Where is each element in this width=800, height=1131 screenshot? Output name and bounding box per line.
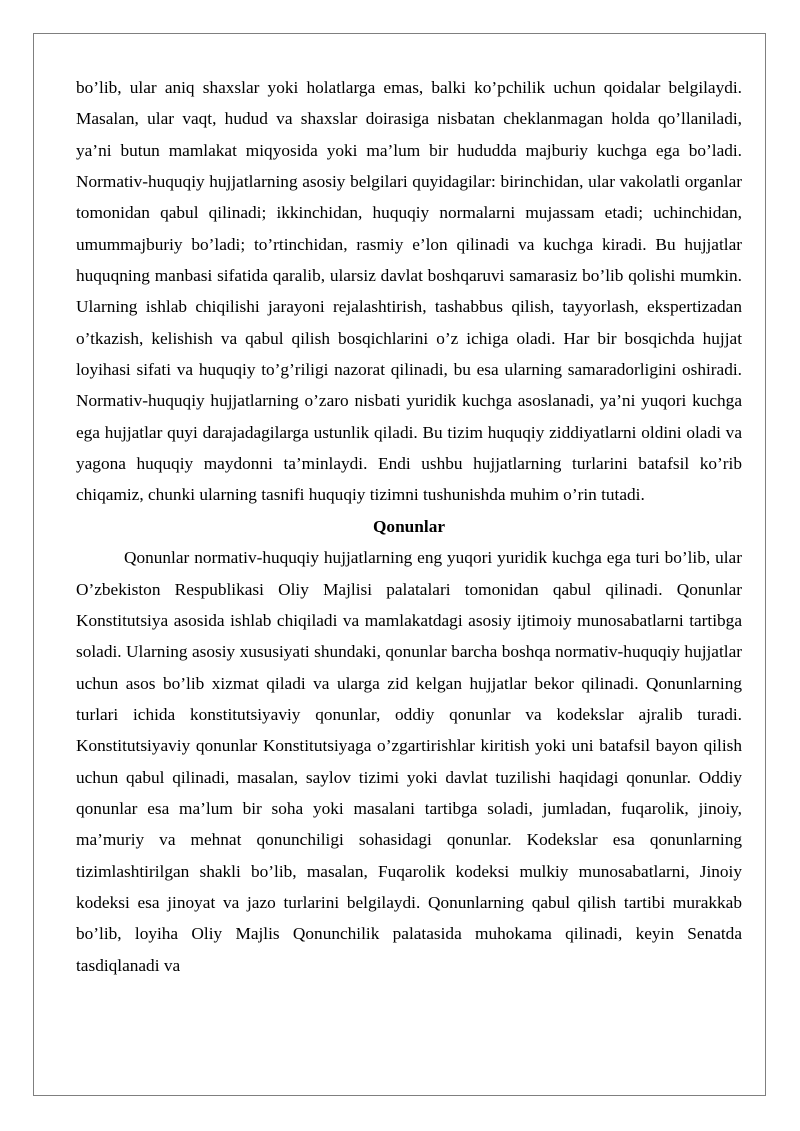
body-paragraph: bo’lib, ular aniq shaxslar yoki holatlarga emas, balki ko’pchilik uchun qoidalar belgilaydi. Masalan, ular vaqt, hudud va shaxslar doirasiga nisbatan cheklanmagan holda qo’llaniladi, ya’ni butun mamlakat miqyosida yoki ma’lum bir hududda majburiy kuchga ega bo’ladi. Normativ-huquqiy hujjatlarning asosiy belgilari quyidagilar: birinchidan, ular vakolatli organlar tomonidan qabul qilinadi; ikkinchidan, huquqiy normalarni mujassam etadi; uchinchidan, umummajburiy bo’ladi; to’rtinchidan, rasmiy e’lon qilinadi va kuchga kiradi. Bu hujjatlar huquqning manbasi sifatida qaralib, ularsiz davlat boshqaruvi samarasiz bo’lib qolishi mumkin. Ularning ishlab chiqilishi jarayoni rejalashtirish, tashabbus qilish, tayyorlash, ekspertizadan o’tkazish, kelishish va qabul qilish bosqichlarini o’z ichiga oladi. Har bir bosqichda hujjat loyihasi sifati va huquqiy to’g’riligi nazorat qilinadi, bu esa ularning samaradorligini oshiradi. Normativ-huquqiy hujjatlarning o’zaro nisbati yuridik kuchga asoslanadi, ya’ni yuqori kuchga ega hujjatlar quyi darajadagilarga ustunlik qiladi. Bu tizim huquqiy ziddiyatlarni oldini oladi va yagona huquqiy maydonni ta’minlaydi. Endi ushbu hujjatlarning turlarini batafsil ko’rib chiqamiz, chunki ularning tasnifi huquqiy tizimni tushunishda muhim o’rin tutadi. <box>76 78 742 505</box>
document-body <box>76 72 742 981</box>
body-paragraph: Qonunlar normativ-huquqiy hujjatlarning eng yuqori yuridik kuchga ega turi bo’lib, ular O’zbekiston Respublikasi Oliy Majlisi palatalari tomonidan qabul qilinadi. Qonunlar Konstitutsiya asosida ishlab chiqiladi va mamlakatdagi asosiy ijtimoiy munosabatlarni tartibga soladi. Ularning asosiy xususiyati shundaki, qonunlar barcha boshqa normativ-huquqiy hujjatlar uchun asos bo’lib xizmat qiladi va ularga zid kelgan hujjatlar bekor qilinadi. Qonunlarning turlari ichida konstitutsiyaviy qonunlar, oddiy qonunlar va kodekslar ajralib turadi. Konstitutsiyaviy qonunlar Konstitutsiyaga o’zgartirishlar kiritish yoki uni batafsil bayon qilish uchun qabul qilinadi, masalan, saylov tizimi yoki davlat tuzilishi haqidagi qonunlar. Oddiy qonunlar esa ma’lum bir soha yoki masalani tartibga soladi, jumladan, fuqarolik, jinoiy, ma’muriy va mehnat qonunchiligi sohasidagi qonunlar. Kodekslar esa qonunlarning tizimlashtirilgan shakli bo’lib, masalan, Fuqarolik kodeksi mulkiy munosabatlarni, Jinoiy kodeksi esa jinoyat va jazo turlarini belgilaydi. Qonunlarning qabul qilish tartibi murakkab bo’lib, loyiha Oliy Majlis Qonunchilik palatasida muhokama qilinadi, keyin Senatda tasdiqlanadi va <box>76 548 742 975</box>
section-heading: Qonunlar <box>372 516 446 536</box>
